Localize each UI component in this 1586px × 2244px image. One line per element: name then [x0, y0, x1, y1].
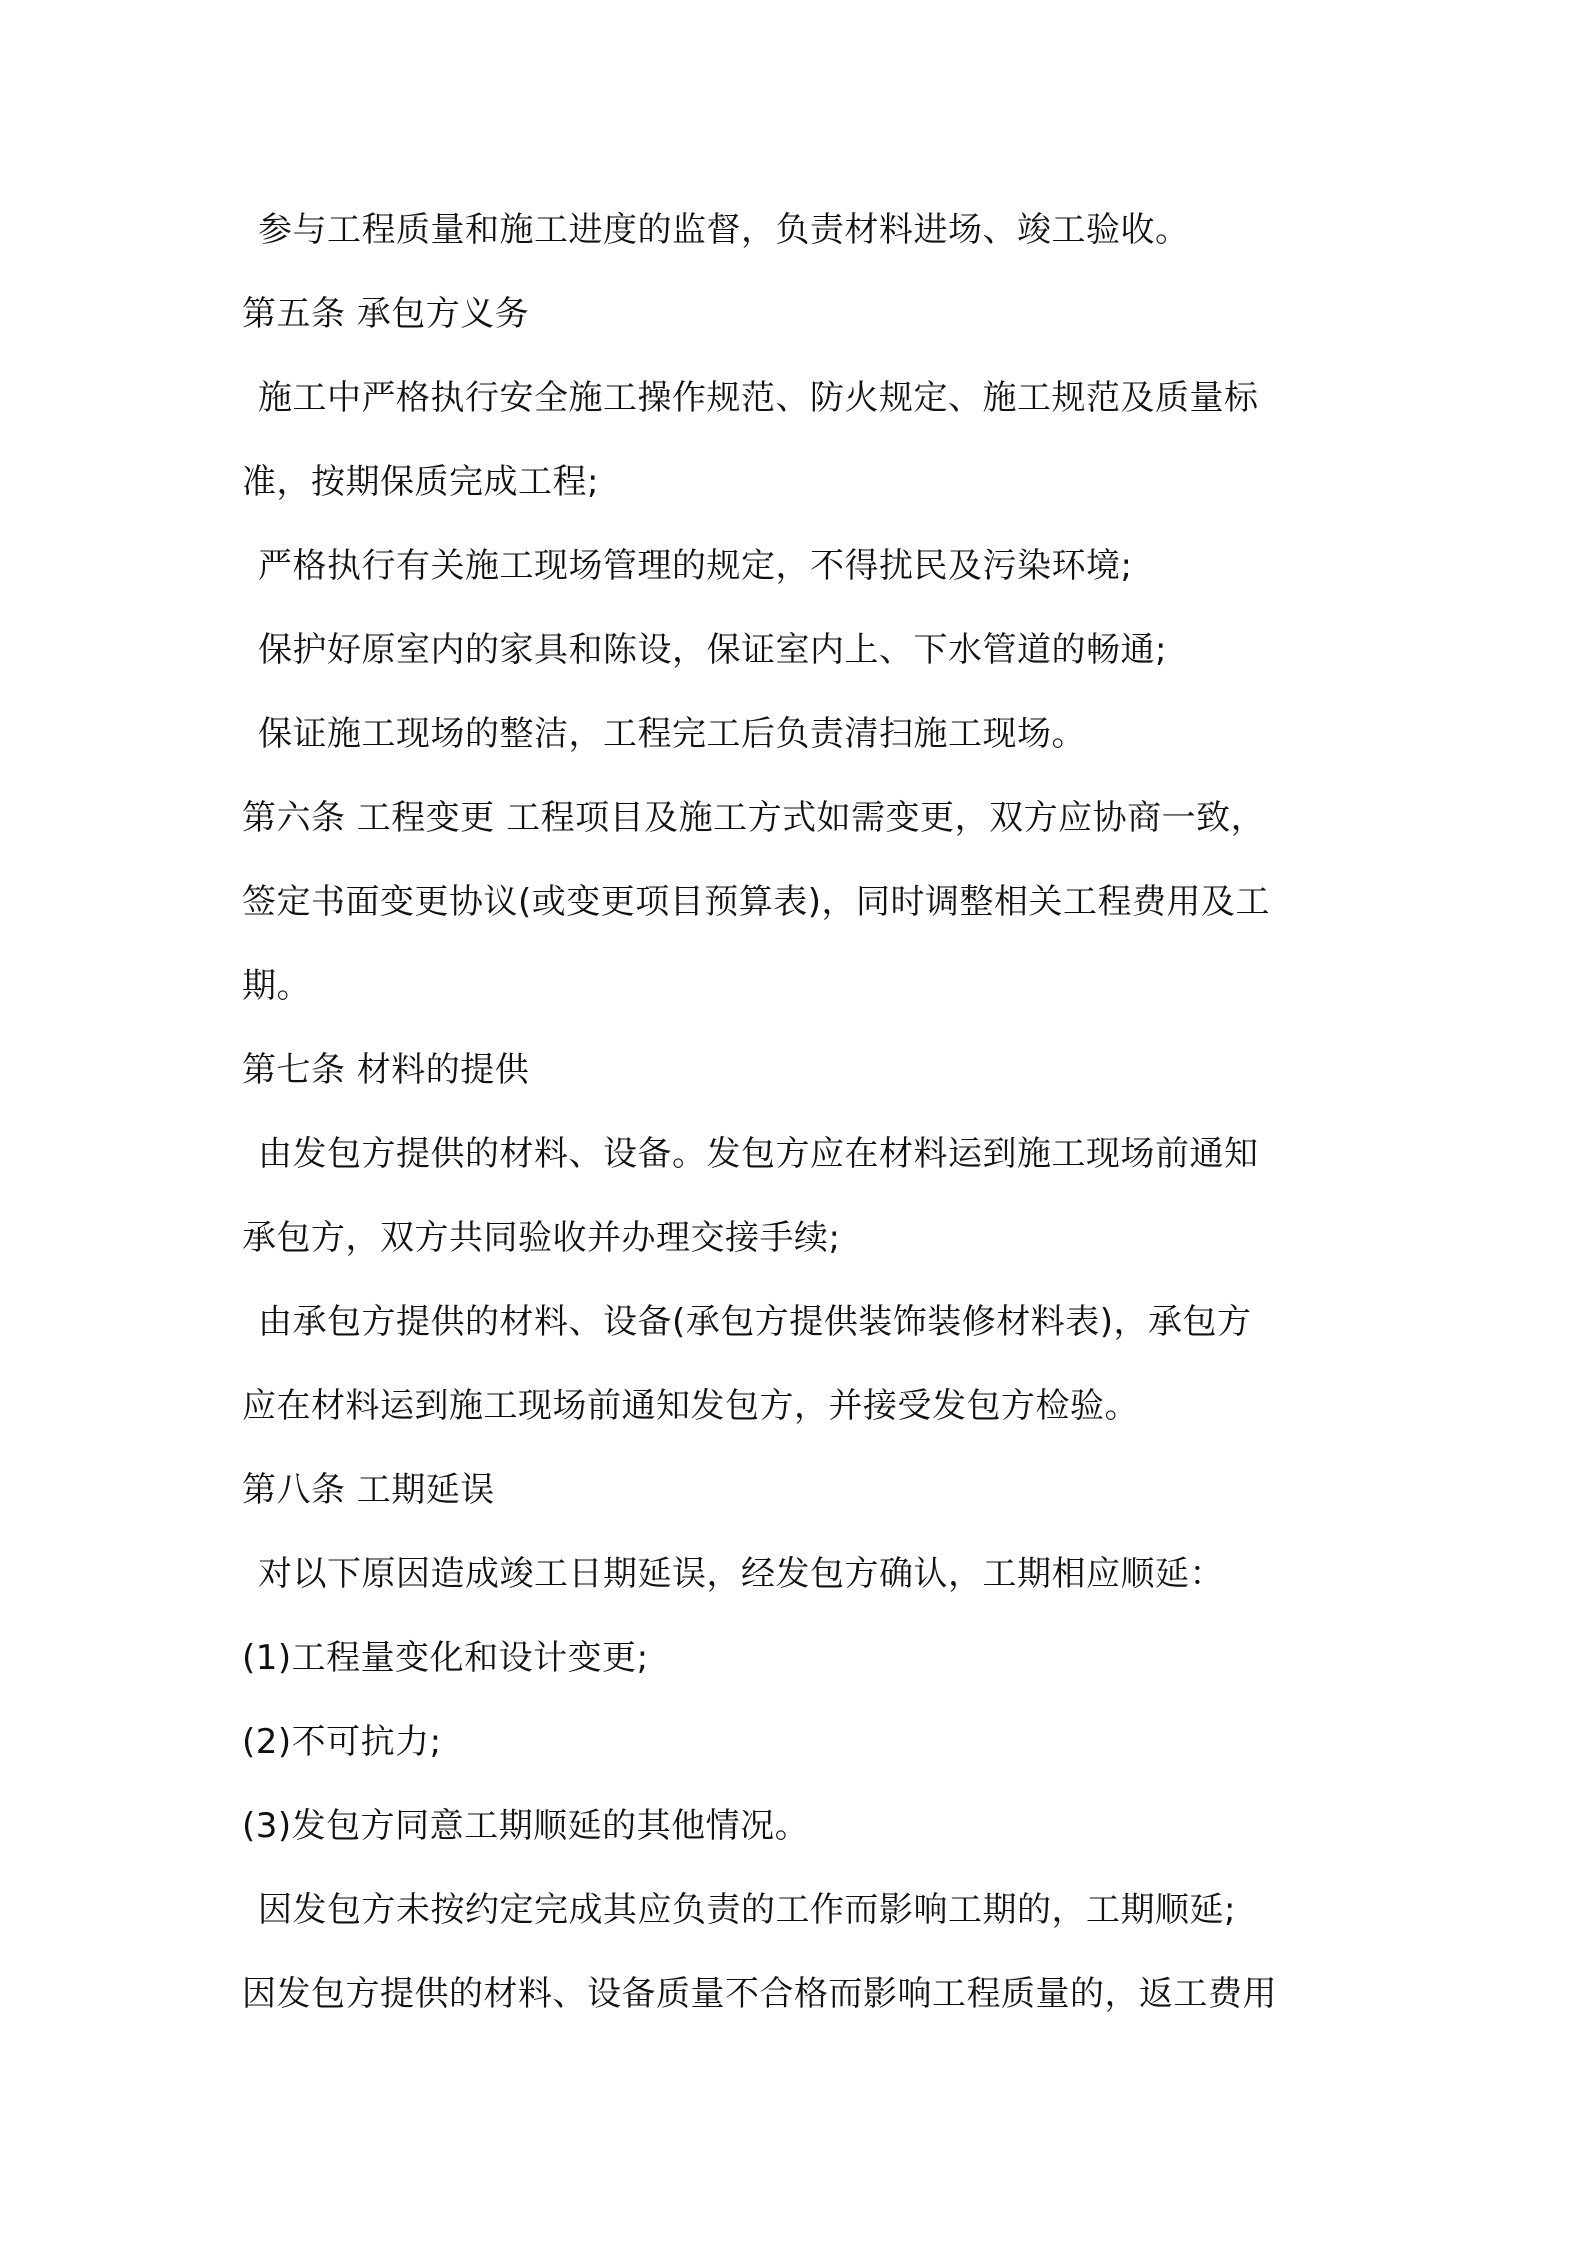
clause-text-line: 由承包方提供的材料、设备(承包方提供装饰装修材料表)，承包方 — [258, 1302, 1252, 1342]
article-heading: 第八条 工期延误 — [242, 1470, 495, 1510]
list-item: (3)发包方同意工期顺延的其他情况。 — [242, 1806, 810, 1846]
clause-text-line: 施工中严格执行安全施工操作规范、防火规定、施工规范及质量标 — [258, 378, 1259, 418]
clause-text-line: 由发包方提供的材料、设备。发包方应在材料运到施工现场前通知 — [258, 1134, 1259, 1174]
clause-text-line: 期。 — [242, 966, 311, 1006]
clause-text-line: 严格执行有关施工现场管理的规定，不得扰民及污染环境; — [258, 546, 1133, 586]
clause-text-line: 应在材料运到施工现场前通知发包方，并接受发包方检验。 — [242, 1386, 1139, 1426]
clause-text-line: 因发包方提供的材料、设备质量不合格而影响工程质量的，返工费用 — [242, 1974, 1277, 2014]
clause-text-line: 准，按期保质完成工程; — [242, 462, 599, 502]
article-heading: 第五条 承包方义务 — [242, 294, 530, 334]
clause-text-line: 保证施工现场的整洁，工程完工后负责清扫施工现场。 — [258, 714, 1086, 754]
article-heading: 第六条 工程变更 工程项目及施工方式如需变更，双方应协商一致， — [242, 798, 1266, 838]
clause-text-line: 签定书面变更协议(或变更项目预算表)，同时调整相关工程费用及工 — [242, 882, 1271, 922]
clause-text-line: 承包方，双方共同验收并办理交接手续; — [242, 1218, 841, 1258]
clause-text-line: 参与工程质量和施工进度的监督，负责材料进场、竣工验收。 — [258, 210, 1190, 250]
clause-text-line: 因发包方未按约定完成其应负责的工作而影响工期的，工期顺延; — [258, 1890, 1236, 1930]
list-item: (2)不可抗力; — [242, 1722, 442, 1762]
clause-text-line: 保护好原室内的家具和陈设，保证室内上、下水管道的畅通; — [258, 630, 1167, 670]
list-item: (1)工程量变化和设计变更; — [242, 1638, 649, 1678]
clause-text-line: 对以下原因造成竣工日期延误，经发包方确认，工期相应顺延： — [258, 1554, 1224, 1594]
article-heading: 第七条 材料的提供 — [242, 1050, 530, 1090]
